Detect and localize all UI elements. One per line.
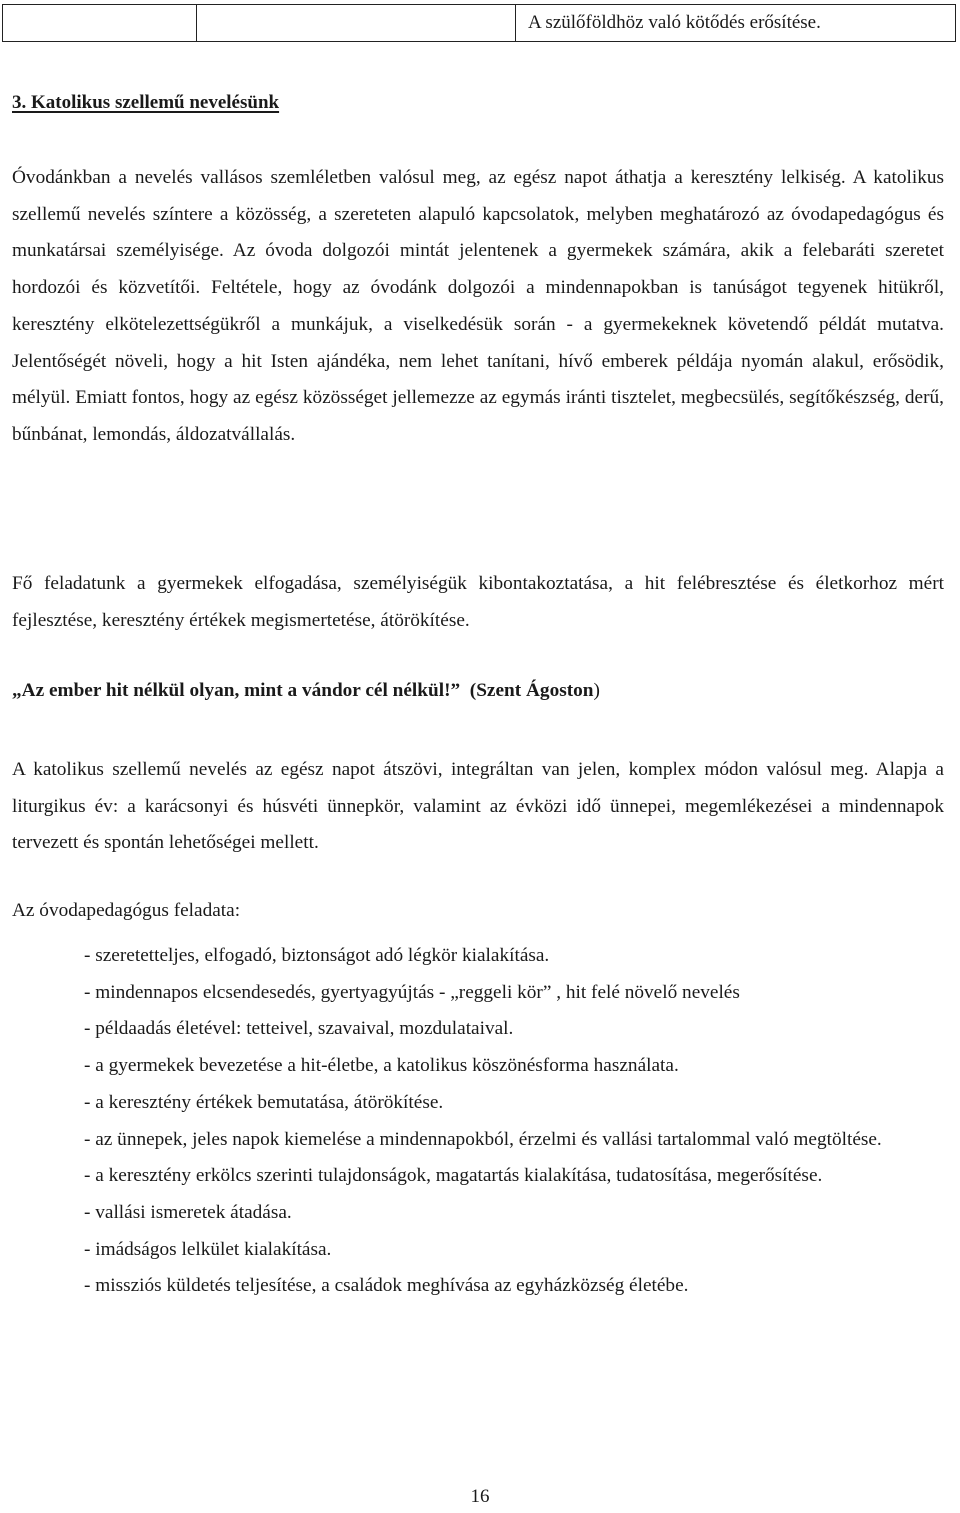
section-heading: 3. Katolikus szellemű nevelésünk bbox=[12, 92, 280, 113]
list-item: - példaadás életével: tetteivel, szavaival, mozdulataival. bbox=[84, 1018, 514, 1040]
paragraph-integrated-upbringing: A katolikus szellemű nevelés az egész napot átszövi, integráltan van jelen, komplex módon valósul meg. Alapja a liturgikus év: a karácsonyi és húsvéti ünnepkör, valamint az évközi idő ünnepei, megemlékezései a mindennapok tervezett és spontán lehetőségei mellett. bbox=[12, 759, 944, 854]
header-cell-empty-1 bbox=[3, 5, 197, 42]
quote-closing: ) bbox=[593, 680, 600, 701]
header-table bbox=[2, 4, 956, 42]
quote-text: „Az ember hit nélkül olyan, mint a vándor cél nélkül!” bbox=[12, 680, 461, 701]
quote-attribution: (Szent Ágoston bbox=[469, 680, 594, 701]
list-item: - az ünnepek, jeles napok kiemelése a mindennapokból, érzelmi és vallási tartalommal való megtöltése. bbox=[84, 1128, 882, 1150]
quote-line bbox=[12, 680, 600, 702]
list-item: - mindennapos elcsendesedés, gyertyagyújtás - „reggeli kör” , hit felé növelő nevelés bbox=[84, 981, 740, 1003]
paragraph-catholic-upbringing: Óvodánkban a nevelés vallásos szemléletben valósul meg, az egész napot áthatja a keresztény lelkiség. A katolikus szellemű nevelés színtere a közösség, a szereteten alapuló kapcsolatok, melyben meghatározó az óvodapedagógus és munkatársai személyisége. Az óvoda dolgozói mintát jelentenek a gyermekek számára, akik a felebaráti szeretet hordozói és közvetítői. Feltétele, hogy az óvodánk dolgozói a mindennapokban is tanúságot tegyenek hitükről, keresztény elkötelezettségükről a munkájuk, a viselkedésük során - a gyermekeknek követendő példát mutatva. Jelentőségét növeli, hogy a hit Isten ajándéka, nem lehet tanítani, hívő emberek példája nyomán alakul, erősödik, mélyül. Emiatt fontos, hogy az egész közösséget jellemezze az egymás iránti tisztelet, megbecsülés, segítőkészség, derű, bűnbánat, lemondás, áldozatvállalás. bbox=[12, 167, 944, 445]
paragraph-main-task: Fő feladatunk a gyermekek elfogadása, személyiségük kibontakoztatása, a hit felébresztése és életkorhoz mért fejlesztése, keresztény értékek megismertetése, átörökítése. bbox=[12, 573, 944, 631]
header-cell-text: A szülőföldhöz való kötődés erősítése. bbox=[516, 5, 956, 42]
tasks-title: Az óvodapedagógus feladata: bbox=[12, 900, 241, 921]
list-item: - a keresztény értékek bemutatása, átörökítése. bbox=[84, 1091, 444, 1113]
header-cell-empty-2 bbox=[197, 5, 516, 42]
list-item: - szeretetteljes, elfogadó, biztonságot adó légkör kialakítása. bbox=[84, 945, 550, 966]
list-item: - a gyermekek bevezetése a hit-életbe, a katolikus köszönésforma használata. bbox=[84, 1055, 679, 1077]
header-table-row bbox=[3, 5, 956, 42]
list-item: - imádságos lelkület kialakítása. bbox=[84, 1238, 332, 1260]
page-number: 16 bbox=[470, 1486, 490, 1507]
tasks-list bbox=[84, 938, 924, 1305]
list-item: - missziós küldetés teljesítése, a családok meghívása az egyházközség életébe. bbox=[84, 1275, 689, 1297]
list-item: - a keresztény erkölcs szerinti tulajdonságok, magatartás kialakítása, tudatosítása, megerősítése. bbox=[84, 1165, 823, 1187]
list-item: - vallási ismeretek átadása. bbox=[84, 1201, 292, 1223]
